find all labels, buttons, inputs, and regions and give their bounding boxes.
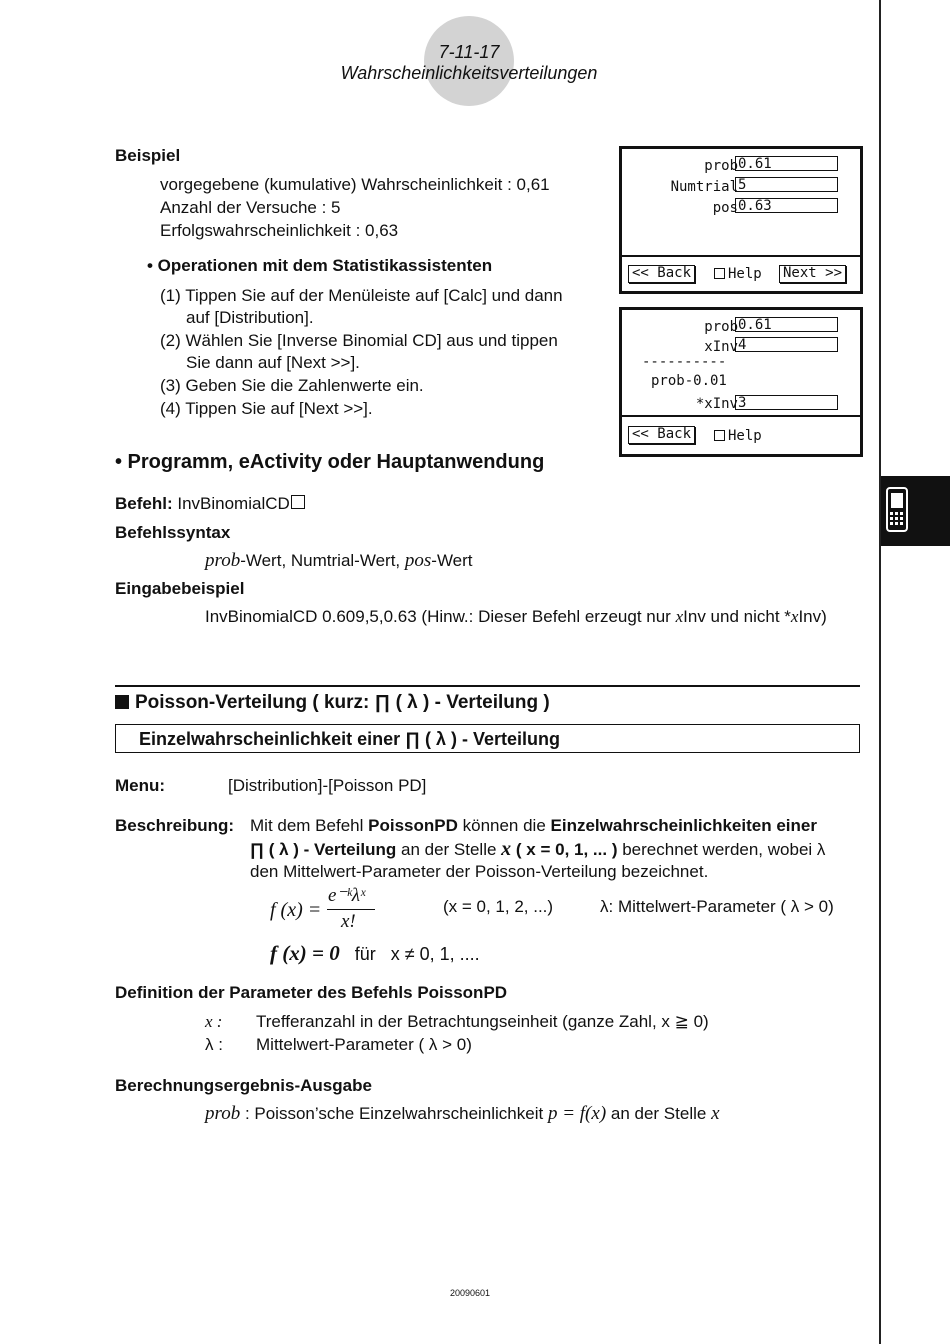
desc-text: an der Stelle (400, 840, 497, 859)
syntax-text: -Wert (431, 551, 473, 570)
desc-bold: ( x = 0, 1, ... ) (515, 840, 618, 859)
input-text: Inv) (798, 607, 827, 626)
desc-text: können die (462, 816, 546, 835)
back-button[interactable]: << Back (628, 426, 695, 444)
def-lambda-text: Mittelwert-Parameter ( λ > 0) (256, 1035, 472, 1054)
result-text: : Poisson’sche Einzelwahrscheinlichkeit (244, 1104, 544, 1123)
page-edge-rule (879, 0, 881, 1344)
example-heading: Beispiel (115, 146, 181, 165)
xinv-field[interactable]: 4 (735, 337, 838, 352)
description-line (250, 815, 817, 837)
formula-zero-line (270, 941, 480, 966)
prob-minus-text: prob-0.01 (651, 373, 727, 389)
desc-text: Mit dem Befehl (250, 816, 364, 835)
def-lambda-symbol: λ : (205, 1035, 223, 1054)
page-number: 7-11-17 (438, 42, 500, 62)
result-p: p = f(x) (547, 1103, 607, 1124)
space-symbol-icon (291, 495, 305, 509)
prob-field[interactable]: 0.61 (735, 317, 838, 332)
def-x-symbol: x : (205, 1012, 223, 1031)
example-line: Erfolgswahrscheinlichkeit : 0,63 (160, 221, 399, 240)
syntax-heading: Befehlssyntax (115, 523, 231, 542)
numtrial-field[interactable]: 5 (735, 177, 838, 192)
subsection-symbol: ∏ ( λ ) - Verteilung (405, 729, 560, 749)
xinv2-field[interactable]: 3 (735, 395, 838, 410)
formula-zero: f (x) = 0 (270, 941, 340, 965)
poisson-title-symbol: ∏ ( λ ) - Verteilung ) (374, 692, 550, 713)
step-line: (3) Geben Sie die Zahlenwerte ein. (160, 376, 424, 395)
menu-value: [Distribution]-[Poisson PD] (228, 776, 427, 795)
input-example-heading: Eingabebeispiel (115, 579, 245, 598)
footer-date: 20090601 (449, 1288, 491, 1298)
numtrial-label: Numtrial (670, 179, 738, 195)
formula-fuer: für (354, 944, 376, 964)
formula-lambda: λ: Mittelwert-Parameter ( λ > 0) (600, 897, 834, 916)
step-line: Sie dann auf [Next >>]. (186, 353, 360, 372)
help-label: Help (728, 428, 762, 444)
input-x: x (790, 607, 799, 626)
step-line: (2) Wählen Sie [Inverse Binomial CD] aus und tippen (160, 331, 558, 350)
formula-cond: x ≠ 0, 1, .... (390, 944, 480, 964)
subsection-text: Einzelwahrscheinlichkeit einer (139, 729, 401, 749)
description-line: den Mittelwert-Parameter der Poisson-Verteilung bezeichnet. (250, 862, 709, 881)
poisson-title (115, 692, 550, 714)
step-line: (4) Tippen Sie auf [Next >>]. (160, 399, 373, 418)
chapter-tab (881, 476, 950, 546)
description-label: Beschreibung: (115, 816, 235, 835)
calculator-screen-input (619, 146, 863, 294)
prob-label: prob (704, 319, 738, 335)
screen-divider (622, 415, 860, 417)
operations-heading: • Operationen mit dem Statistikassistenten (147, 256, 493, 275)
calculator-icon (881, 476, 950, 546)
result-prob: prob (205, 1103, 241, 1124)
definition-heading: Definition der Parameter des Befehls PoissonPD (115, 983, 508, 1002)
fraction-bar (327, 909, 375, 910)
input-text: Inv und nicht * (683, 607, 791, 626)
syntax-pos: pos (404, 550, 432, 571)
calculator-screen-result (619, 307, 863, 457)
menu-label: Menu: (115, 776, 166, 795)
chapter-title: Wahrscheinlichkeitsverteilungen (340, 63, 598, 83)
befehl-line (115, 493, 305, 515)
result-heading: Berechnungsergebnis-Ausgabe (115, 1076, 372, 1095)
syntax-line (205, 550, 473, 572)
result-text: an der Stelle (610, 1104, 707, 1123)
def-x-text: Trefferanzahl in der Betrachtungseinheit (ganze Zahl, x ≧ 0) (256, 1012, 709, 1031)
input-x: x (675, 607, 684, 626)
pos-label: pos (712, 200, 738, 216)
input-text: InvBinomialCD 0.609,5,0.63 (Hinw.: Dieser Befehl erzeugt nur (205, 607, 671, 626)
help-label: Help (728, 266, 762, 282)
formula-numerator: e⁻ᵏλˣ (328, 885, 366, 906)
result-line (205, 1103, 720, 1125)
desc-command: PoissonPD (368, 816, 458, 835)
syntax-text: -Wert, Numtrial-Wert, (240, 551, 401, 570)
next-button[interactable]: Next >> (779, 265, 846, 283)
input-example-line (205, 606, 827, 628)
desc-bold: ∏ ( λ ) - Verteilung (250, 840, 397, 859)
description-line (250, 838, 825, 861)
step-line: (1) Tippen Sie auf der Menüleiste auf [Calc] und dann (160, 286, 563, 305)
section-rule (115, 685, 860, 687)
checkbox-icon (714, 268, 725, 279)
befehl-label: Befehl: (115, 494, 173, 513)
dash-line: ---------- (642, 354, 727, 370)
poisson-title-text: Poisson-Verteilung ( kurz: (135, 692, 370, 713)
result-x: x (711, 1103, 720, 1124)
prob-label: prob (704, 158, 738, 174)
screen-divider (622, 255, 860, 257)
subsection-title (139, 729, 560, 750)
prob-field[interactable]: 0.61 (735, 156, 838, 171)
program-heading: • Programm, eActivity oder Hauptanwendung (115, 451, 545, 473)
desc-bold: Einzelwahrscheinlichkeiten einer (550, 816, 817, 835)
desc-x: x (501, 838, 512, 860)
checkbox-icon (714, 430, 725, 441)
square-bullet-icon (115, 695, 129, 709)
desc-text: berechnet werden, wobei λ (622, 840, 826, 859)
xinv2-label: *xInv (695, 396, 738, 412)
formula-denominator: x! (341, 911, 356, 932)
formula-range: (x = 0, 1, 2, ...) (443, 897, 554, 916)
syntax-prob: prob (205, 550, 241, 571)
pos-field[interactable]: 0.63 (735, 198, 838, 213)
xinv-label: xInv (704, 339, 738, 355)
back-button[interactable]: << Back (628, 265, 695, 283)
step-line: auf [Distribution]. (186, 308, 314, 327)
example-line: vorgegebene (kumulative) Wahrscheinlichkeit : 0,61 (160, 175, 550, 194)
help-checkbox[interactable] (714, 428, 762, 444)
example-line: Anzahl der Versuche : 5 (160, 198, 341, 217)
befehl-value: InvBinomialCD (177, 494, 290, 513)
formula-lhs: f (x) = (270, 899, 322, 921)
help-checkbox[interactable] (714, 266, 762, 282)
